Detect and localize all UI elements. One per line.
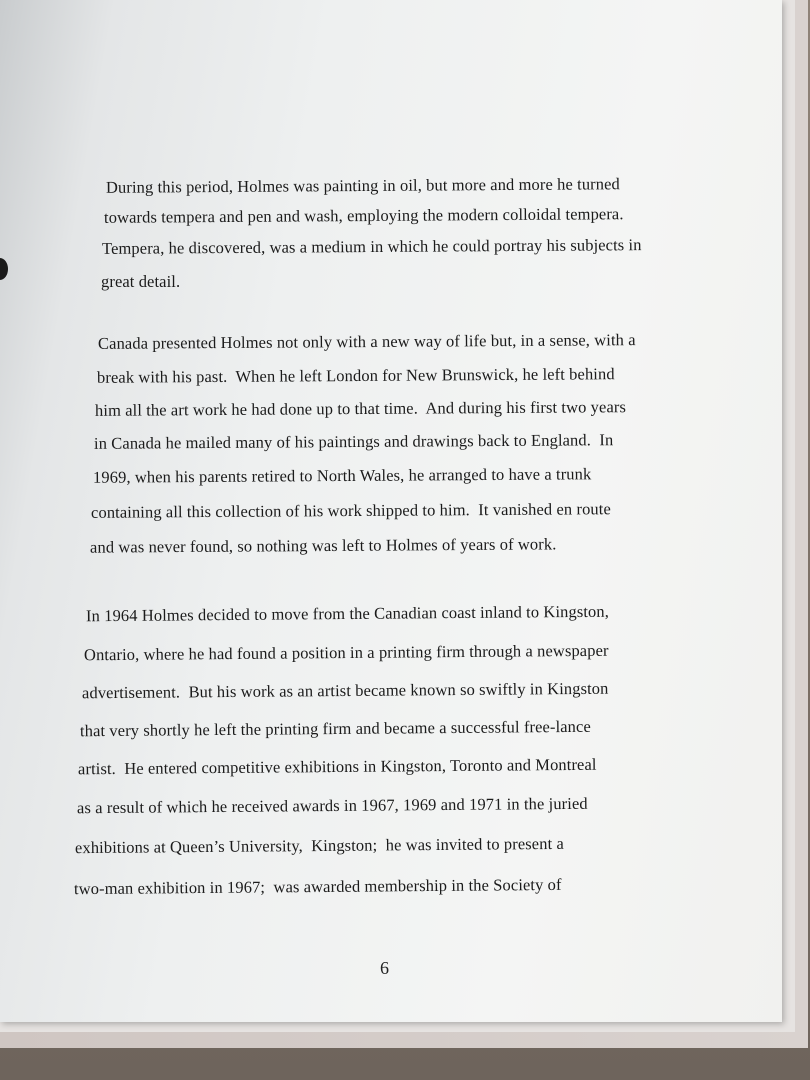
text-line: that very shortly he left the printing firm and became a successful free-lance (79, 716, 591, 741)
text-line: Ontario, where he had found a position in a printing firm through a newspaper (83, 640, 609, 665)
text-line: as a result of which he received awards in 1967, 1969 and 1971 in the juried (76, 793, 588, 818)
text-line: exhibitions at Queen’s University, Kingston; he was invited to present a (74, 833, 564, 858)
page-number: 6 (380, 958, 389, 978)
text-line: containing all this collection of his work shipped to him. It vanished en route (90, 499, 611, 522)
text-line: in Canada he mailed many of his paintings and drawings back to England. In (93, 430, 614, 453)
text-line: artist. He entered competitive exhibitions in Kingston, Toronto and Montreal (77, 754, 597, 779)
text-line: During this period, Holmes was painting in oil, but more and more he turned (105, 174, 620, 197)
binder-hole (0, 258, 8, 280)
text-line: 1969, when his parents retired to North Wales, he arranged to have a trunk (92, 464, 592, 487)
text-line: advertisement. But his work as an artist became known so swiftly in Kingston (81, 678, 609, 703)
text-line: break with his past. When he left London for New Brunswick, he left behind (96, 364, 615, 387)
text-line: and was never found, so nothing was left to Holmes of years of work. (89, 534, 557, 557)
text-line: two-man exhibition in 1967; was awarded membership in the Society of (73, 874, 562, 899)
text-line: great detail. (101, 272, 181, 291)
text-line: In 1964 Holmes decided to move from the Canadian coast inland to Kingston, (85, 601, 609, 626)
text-line: Tempera, he discovered, was a medium in which he could portray his subjects in (101, 235, 642, 258)
text-line: towards tempera and pen and wash, employing the modern colloidal tempera. (103, 204, 624, 227)
text-line: him all the art work he had done up to that time. And during his first two years (94, 397, 627, 420)
text-line: Canada presented Holmes not only with a new way of life but, in a sense, with a (97, 330, 636, 353)
